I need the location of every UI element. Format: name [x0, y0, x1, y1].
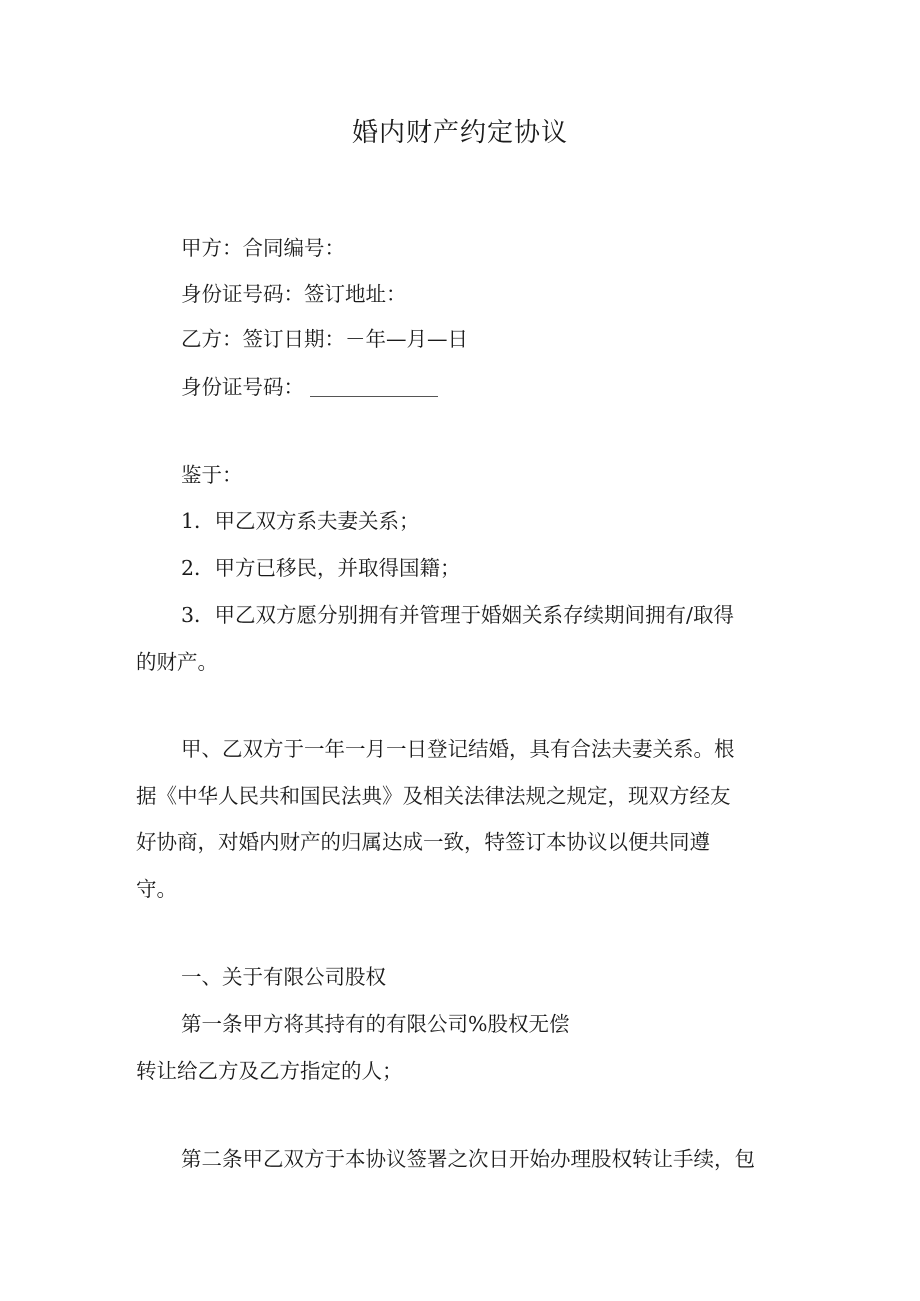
whereas-item-3: 3．甲乙双方愿分别拥有并管理于婚姻关系存续期间拥有/取得 [181, 603, 734, 627]
id-number-line-1: 身份证号码：签订地址： [181, 282, 407, 306]
section-1-heading: 一、关于有限公司股权 [181, 965, 386, 989]
preamble-line: 甲、乙双方于一年一月一日登记结婚，具有合法夫妻关系。根 [181, 737, 735, 761]
whereas-heading: 鉴于： [181, 463, 243, 487]
preamble-line: 据《中华人民共和国民法典》及相关法律法规之规定，现双方经友 [136, 784, 731, 808]
article-1-line-1: 第一条甲方将其持有的有限公司%股权无偿 [181, 1012, 570, 1036]
whereas-item-3-continuation: 的财产。 [136, 650, 218, 674]
article-2-line-1: 第二条甲乙双方于本协议签署之次日开始办理股权转让手续，包 [181, 1147, 755, 1171]
preamble-line: 守。 [136, 877, 177, 901]
document-title: 婚内财产约定协议 [351, 118, 568, 148]
id-number-line-2 [181, 373, 438, 401]
party-a-line: 甲方：合同编号： [181, 236, 345, 260]
id-number-label: 身份证号码： [181, 375, 304, 399]
whereas-item-2: 2．甲方已移民，并取得国籍； [181, 556, 461, 580]
preamble-line: 好协商，对婚内财产的归属达成一致，特签订本协议以便共同遵 [136, 830, 710, 854]
whereas-item-1: 1．甲乙双方系夫妻关系； [181, 509, 420, 533]
id-number-blank [310, 376, 438, 397]
article-1-line-2: 转让给乙方及乙方指定的人； [136, 1059, 403, 1083]
party-b-line: 乙方：签订日期：－年—月—日 [181, 327, 468, 351]
